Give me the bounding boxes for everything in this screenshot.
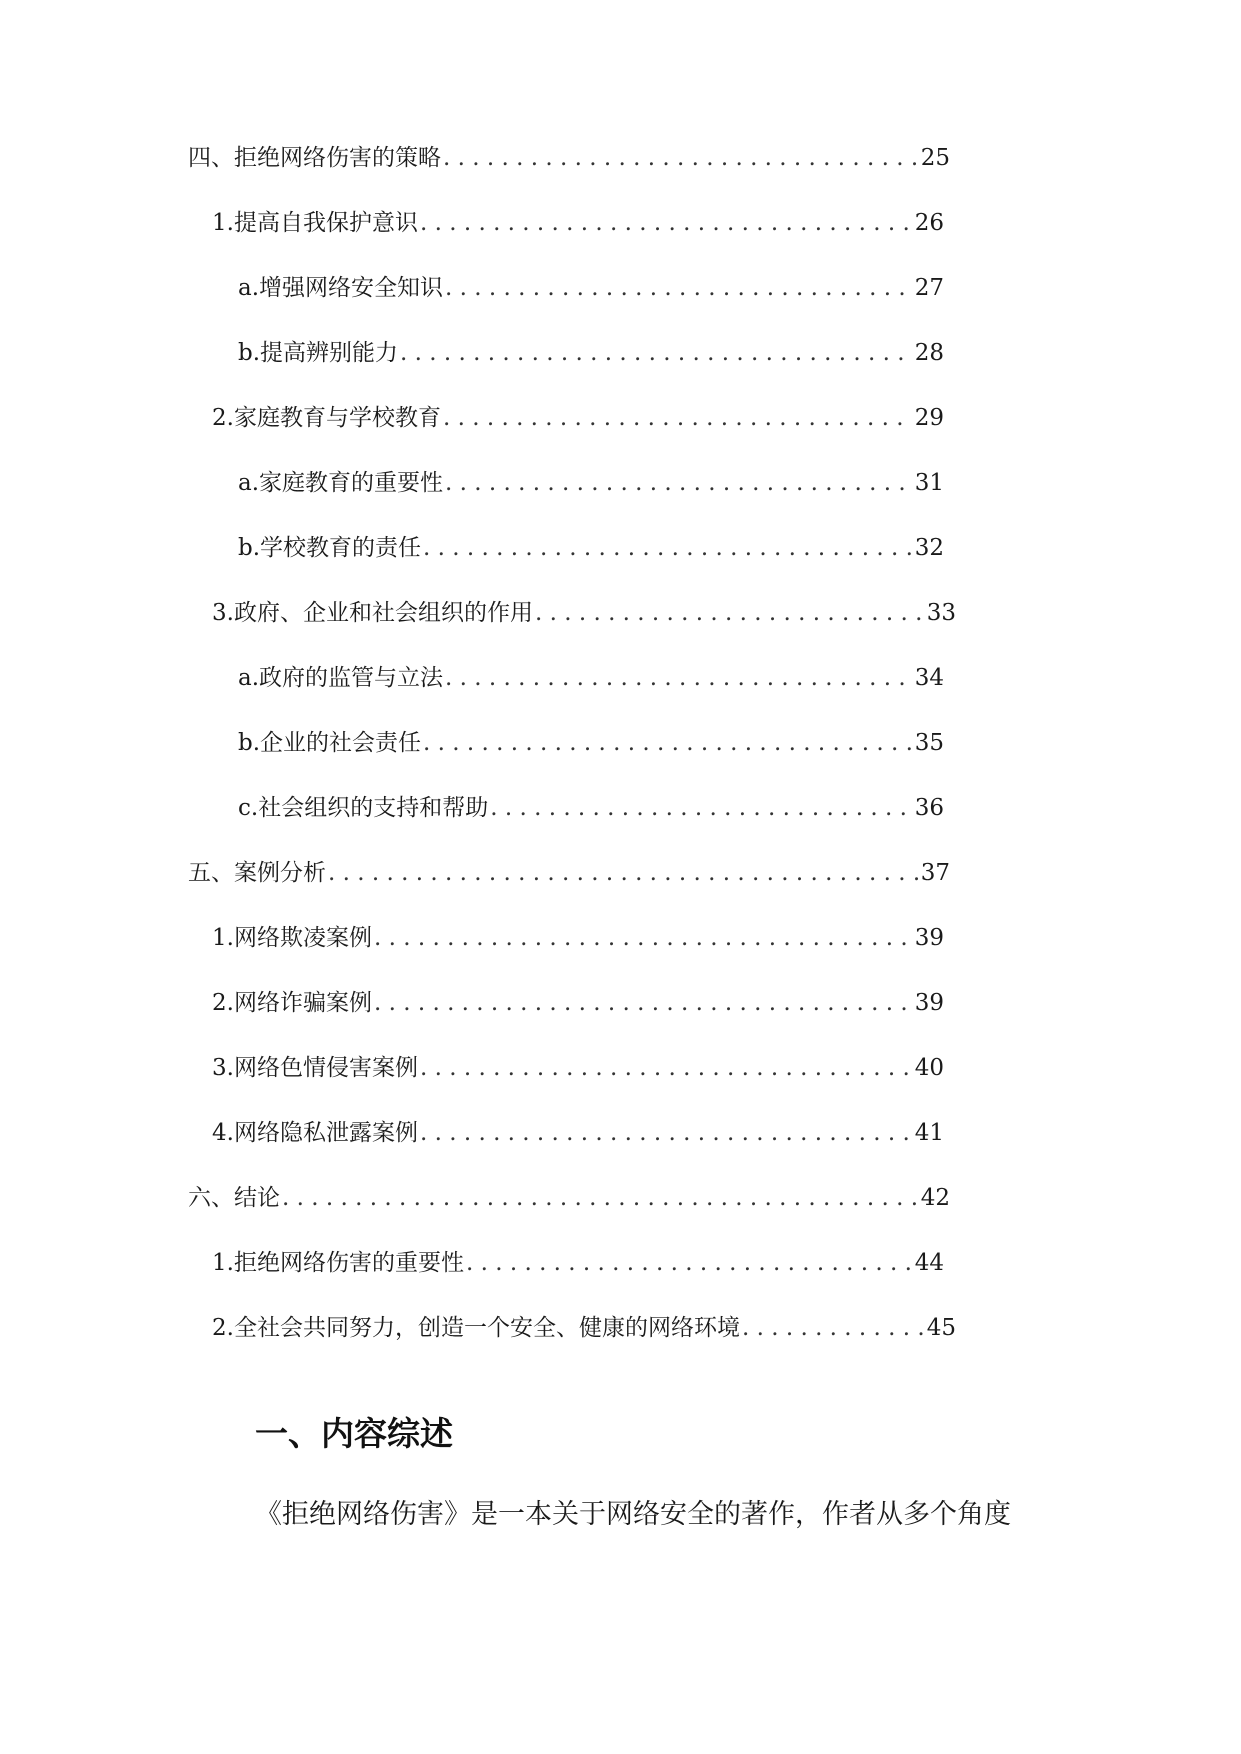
toc-leader-dots [423,533,913,563]
toc-leader-dots [443,403,913,433]
section-heading: 一、内容综述 [255,1414,453,1453]
toc-entry[interactable] [0,1183,1241,1248]
toc-leader-dots [420,208,913,238]
toc-leader-dots [466,1248,913,1278]
toc-page-number: 33 [926,600,956,626]
toc-entry[interactable] [0,338,1241,403]
toc-entry-label: 家庭教育的重要性 [259,470,444,496]
toc-entry-label: 六、结论 [188,1185,280,1211]
toc-entry-label: 网络欺凌案例 [233,925,372,951]
toc-entry[interactable] [0,728,1241,793]
toc-entry-label: 全社会共同努力，创造一个安全、健康的网络环境 [233,1315,740,1341]
toc-entry-number: 4. [212,1120,234,1146]
toc-entry[interactable] [0,208,1241,273]
toc-entry-number: a. [238,665,260,691]
toc-entry[interactable] [0,663,1241,728]
toc-entry[interactable] [0,923,1241,988]
toc-page-number: 27 [914,275,944,301]
toc-leader-dots [282,1183,919,1213]
toc-entry-label: 网络诈骗案例 [233,990,372,1016]
toc-leader-dots [490,793,913,823]
toc-leader-dots [445,468,913,498]
toc-entry-label: 政府的监管与立法 [259,665,444,691]
toc-entry[interactable] [0,1118,1241,1183]
toc-entry[interactable] [0,403,1241,468]
toc-entry[interactable] [0,988,1241,1053]
toc-page-number: 32 [914,535,944,561]
toc-entry[interactable] [0,468,1241,533]
toc-entry-label: 政府、企业和社会组织的作用 [233,600,533,626]
toc-entry-label: 提高辨别能力 [260,340,399,366]
toc-entry[interactable] [0,598,1241,663]
toc-entry-label: 网络色情侵害案例 [233,1055,418,1081]
table-of-contents [0,143,1241,1378]
toc-entry-number: b. [238,730,261,756]
toc-page-number: 29 [914,405,944,431]
toc-page-number: 40 [914,1055,944,1081]
toc-page-number: 34 [914,665,944,691]
toc-leader-dots [374,923,913,953]
toc-leader-dots [420,1053,913,1083]
toc-entry-number: b. [238,340,261,366]
toc-entry-label: 增强网络安全知识 [259,275,444,301]
toc-page-number: 35 [914,730,944,756]
toc-leader-dots [420,1118,913,1148]
toc-entry[interactable] [0,143,1241,208]
toc-entry-number: c. [238,795,259,821]
toc-entry-number: 2. [212,405,234,431]
toc-entry-label: 提高自我保护意识 [233,210,418,236]
toc-entry-number: 1. [212,925,234,951]
toc-entry[interactable] [0,793,1241,858]
toc-entry-label: 网络隐私泄露案例 [233,1120,418,1146]
toc-page-number: 25 [920,145,950,171]
toc-entry-number: 3. [212,600,234,626]
toc-page-number: 42 [920,1185,950,1211]
toc-entry-label: 五、案例分析 [188,860,326,886]
toc-page-number: 39 [914,925,944,951]
toc-leader-dots [374,988,913,1018]
toc-leader-dots [742,1313,925,1343]
toc-entry-number: b. [238,535,261,561]
toc-page-number: 36 [914,795,944,821]
toc-entry-number: 2. [212,990,234,1016]
toc-leader-dots [443,143,919,173]
toc-entry-label: 家庭教育与学校教育 [233,405,441,431]
toc-entry-number: a. [238,470,260,496]
toc-entry-number: 2. [212,1315,234,1341]
toc-leader-dots [423,728,913,758]
toc-entry[interactable] [0,1053,1241,1118]
toc-leader-dots [445,663,913,693]
toc-entry[interactable] [0,1248,1241,1313]
body-paragraph: 《拒绝网络伤害》是一本关于网络安全的著作，作者从多个角度 [255,1499,1011,1530]
toc-entry-number: 1. [212,210,234,236]
toc-entry-label: 企业的社会责任 [260,730,422,756]
toc-page-number: 45 [926,1315,956,1341]
toc-entry[interactable] [0,533,1241,598]
toc-page-number: 31 [914,470,944,496]
toc-page-number: 39 [914,990,944,1016]
toc-leader-dots [400,338,913,368]
toc-page-number: 41 [914,1120,944,1146]
toc-entry[interactable] [0,1313,1241,1378]
toc-entry-label: 四、拒绝网络伤害的策略 [188,145,441,171]
toc-entry[interactable] [0,273,1241,338]
toc-entry-number: a. [238,275,260,301]
toc-page-number: 28 [914,340,944,366]
toc-leader-dots [328,858,919,888]
toc-leader-dots [445,273,913,303]
toc-entry-label: 学校教育的责任 [260,535,422,561]
toc-page-number: 26 [914,210,944,236]
toc-entry-number: 3. [212,1055,234,1081]
toc-leader-dots [535,598,925,628]
toc-entry-label: 社会组织的支持和帮助 [258,795,489,821]
toc-page-number: 37 [920,860,950,886]
toc-entry-label: 拒绝网络伤害的重要性 [233,1250,464,1276]
toc-entry-number: 1. [212,1250,234,1276]
toc-entry[interactable] [0,858,1241,923]
toc-page-number: 44 [914,1250,944,1276]
